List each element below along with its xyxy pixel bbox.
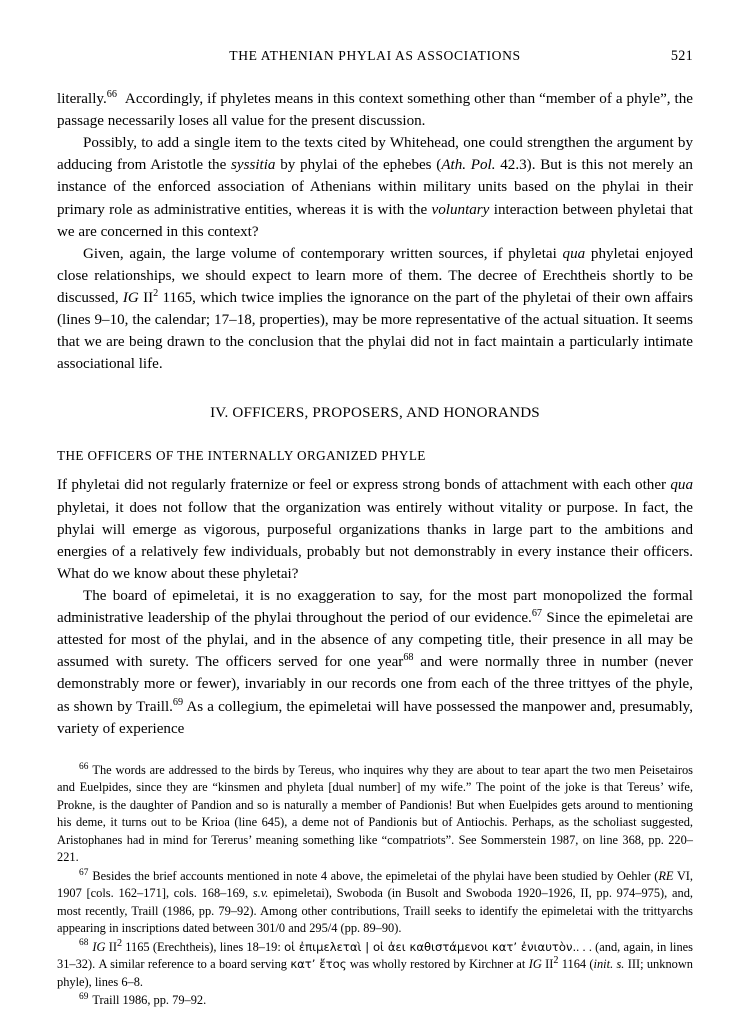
paragraph: literally.$^{66}$ Accordingly, if phyletes means in this context something other than “member of a phyle”, the passage necessarily loses all value for the present discussion. <box>57 88 693 130</box>
footnote <box>57 868 693 938</box>
footnote-marker: 66 <box>79 761 89 772</box>
running-title: THE ATHENIAN PHYLAI AS ASSOCIATIONS <box>229 48 521 63</box>
footnote-marker: 68 <box>79 938 89 949</box>
section-heading: IV. OFFICERS, PROPOSERS, AND HONORANDS <box>210 405 540 422</box>
body-block-1 <box>57 88 693 375</box>
footnote <box>57 939 693 991</box>
running-header <box>57 48 693 64</box>
footnotes <box>57 762 693 1010</box>
footnote <box>57 762 693 867</box>
page-number: 521 <box>670 48 693 64</box>
footnote <box>57 992 693 1009</box>
page-content <box>57 48 693 1011</box>
paragraph: Given, again, the large volume of contemporary written sources, if phyletai qua phyletai enjoyed close relationships, we should expect to learn more of them. The decree of Erechtheis shortly to be discussed, IG II$^2$ 1165, which twice implies the ignorance on the part of the phyletai of their own affairs (lines 9–10, the calendar; 17–18, properties), may be more representative of the actual situation. It seems that we are being drawn to the conclusion that the phylai did not in fact maintain a particularly intimate associational life. <box>57 245 694 373</box>
footnote-text: Besides the brief accounts mentioned in note 4 above, the epimeletai of the phylai have been studied by Oehler (RE VI, 1907 [cols. 162–171], cols. 168–169, s.v. epimeletai), Swoboda (in Busolt and Swoboda 1920–1926, II, pp. 974–975), and, most recently, Traill (1986, pp. 79–92). Among other contributions, Traill seeks to identify the epimeletai with the trittyarchs appearing in inscriptions dated between 301/0 and 295/4 (pp. 89–90). <box>57 868 693 936</box>
footnote-text: Traill 1986, pp. 79–92. <box>92 993 207 1008</box>
footnote-text: IG II$^2$ 1165 (Erechtheis), lines 18–19: οἱ ἐπιμελεταὶ | οἱ ἀει καθιστάμενοι κατ’ ἐνιαυτὸν.. . . (and, again, in lines 31–32). A similar reference to a board serving κατ’ ἔτος was wholly restored by Kirchner at IG II$^2$ 1164 (init. s. III; unknown phyle), lines 6–8. <box>57 937 693 989</box>
paragraph: Possibly, to add a single item to the texts cited by Whitehead, one could strengthen the argument by adducing from Aristotle the syssitia by phylai of the ephebes (Ath. Pol. 42.3). But is this not merely an instance of the enforced association of Athenians within military units based on the phylai in their primary role as administrative entities, whereas it is with the voluntary interaction between phyletai that we are concerned in this context? <box>57 135 693 240</box>
body-block-2 <box>57 474 693 739</box>
paragraph: If phyletai did not regularly fraternize or feel or express strong bonds of attachment with each other qua phyletai, it does not follow that the organization was entirely without vitality or purpose. In fact, the phylai will emerge as vigorous, purposeful organizations thanks in large part to the ambitions and energies of a relatively few individuals, probably but not demonstrably in every instance their officers. What do we know about these phyletai? <box>57 477 693 582</box>
subsection-heading: THE OFFICERS OF THE INTERNALLY ORGANIZED PHYLE <box>57 448 426 464</box>
footnote-marker: 69 <box>79 991 89 1002</box>
footnote-text: The words are addressed to the birds by Tereus, who inquires why they are about to tear apart the two men Peisetairos and Euelpides, since they are “kinsmen and phyleta [dual number] of my wife.” The point of the joke is that Tereus’ wife, Prokne, is the daughter of Pandion and so is naturally a member of Pandionis! But when Euelpides gets around to mentioning his deme, it turns out to be Krioa (line 645), a deme not of Pandionis but of Antiochis. Perhaps, as the scholiast suggested, Aristophanes had in mind for Tererus’ meaning something like “compatriots”. See Sommerstein 1987, on line 368, pp. 220–221. <box>57 762 693 865</box>
footnote-marker: 67 <box>79 867 89 878</box>
paragraph: The board of epimeletai, it is no exaggeration to say, for the most part monopolized the formal administrative leadership of the phylai throughout the period of our evidence.$^{67}$ Since the epimeletai are attested for most of the phylai, and in the absence of any competing title, their presence in all may be assumed with surety. The officers served for one year$^{68}$ and were normally three in number (never demonstrably more or fewer), invariably in our records one from each of the three trittyes of the phyle, as shown by Traill.$^{69}$ As a collegium, the epimeletai will have possessed the manpower and, presumably, variety of experience <box>57 587 693 737</box>
